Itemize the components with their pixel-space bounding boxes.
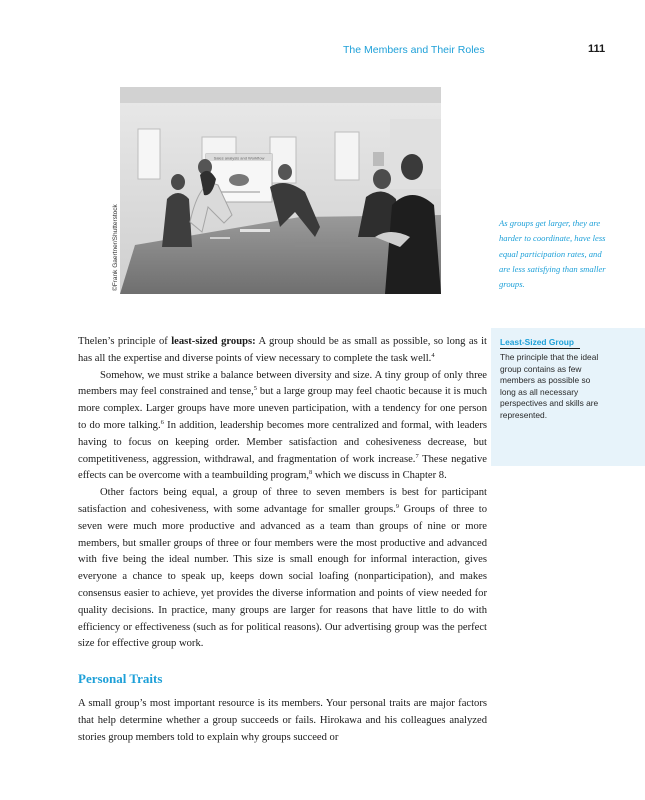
glossary-definition: The principle that the ideal group contains as few members as possible so long as all necessary perspectives and skills are represented. [500, 352, 599, 420]
text-run: These negative effects can be overcome with a teambuilding program, [78, 453, 487, 482]
text-run: Thelen’s principle of [78, 336, 172, 347]
footnote-ref: 5 [253, 385, 257, 393]
paragraph-personal-traits: A small group’s most important resource is its members. Your personal traits are major factors that help determine whether a group succeeds or fails. Hirokawa and his colleagues analyzed stories group members told to explain why groups succeed or [78, 697, 487, 743]
page-number: 111 [588, 43, 606, 55]
glossary-sidebar [491, 328, 645, 466]
meeting-photo [120, 87, 441, 294]
footnote-ref: 4 [431, 351, 435, 359]
glossary-term: Least-Sized Group [500, 337, 580, 349]
footnote-ref: 6 [160, 418, 164, 426]
text-run: Groups of three to seven were much more productive and advanced as a team than groups of nine or more members, but smaller groups of three or four members were the most productive and advanced with five being the ideal number. This size is small enough for informal interaction, gives everyone a chance to speak up, keeps down social loafing (nonparticipation), and makes consensus easier to achieve, yet provides the diverse information and points of view needed for quality decisions. In practice, many groups are larger for reasons that have little to do with efficiency or effectiveness (such as for political reasons). Our advertising group was the perfect size for effective group work. [78, 503, 487, 650]
text-run: A group should be as small as possible, so long as it has all the expertise and diverse points of view necessary to complete the task well. [78, 336, 487, 364]
text-run: In addition, leadership becomes more centralized and formal, with leaders having to focus on keeping order. Member satisfaction and cohesiveness decrease, but competitiveness, aggression, withdrawal, and fragmentation of work increase. [78, 419, 487, 465]
footnote-ref: 9 [395, 502, 400, 510]
text-run: but a large group may feel chaotic because it is much more complex. Larger groups have more uneven participation, with a tendency for one person to do more talking. [78, 386, 488, 431]
photo-credit: ©Frank Gaertner/Shutterstock [112, 204, 119, 291]
text-run: which we discuss in Chapter 8. [312, 470, 447, 482]
photo-caption: As groups get larger, they are harder to coordinate, have less equal participation rates, and are less satisfying than smaller groups. [499, 218, 606, 290]
running-head-title: The Members and Their Roles [343, 44, 485, 56]
text-run: Other factors being equal, a group of three to seven members is best for participant satisfaction and cohesiveness, with some advantage for smaller groups. [78, 487, 487, 515]
paragraph-balance [78, 368, 487, 486]
key-term: least-sized groups: [171, 336, 256, 347]
paragraph-least-sized [78, 334, 487, 368]
footnote-ref: 8 [309, 469, 313, 477]
text-run: Somehow, we must strike a balance between diversity and size. A tiny group of only three members may feel constrained and tense, [78, 369, 487, 398]
body-text [78, 334, 487, 746]
paragraph-group-size [78, 485, 487, 653]
meeting-photo-illustration [120, 87, 441, 294]
footnote-ref: 7 [415, 452, 419, 460]
section-heading-personal-traits: Personal Traits [78, 671, 163, 687]
screen-title: Sales analysis and Workflow [213, 155, 265, 161]
